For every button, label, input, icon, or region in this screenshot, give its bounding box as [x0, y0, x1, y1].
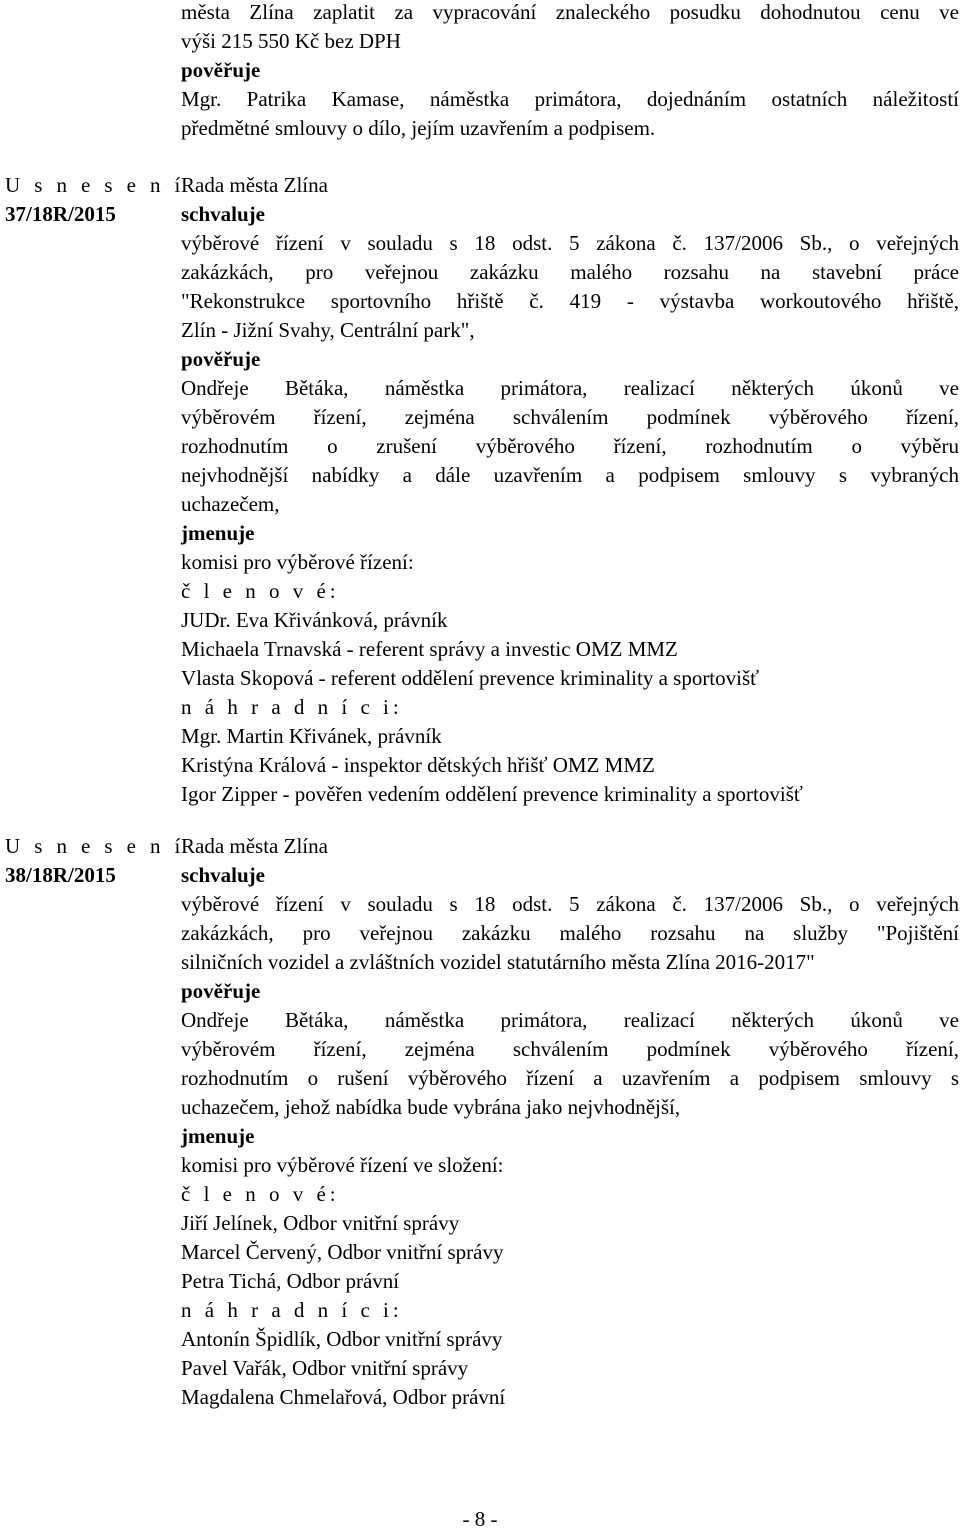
- intro-text-line: předmětné smlouvy o dílo, jejím uzavřením a podpisem.: [181, 116, 656, 140]
- approve-line: Zlín - Jižní Svahy, Centrální park",: [181, 318, 475, 342]
- resolution-content: [181, 171, 959, 809]
- substitute-item: Mgr. Martin Křivánek, právník: [181, 724, 442, 748]
- substitute-item: Kristýna Králová - inspektor dětských hřišť OMZ MMZ: [181, 753, 655, 777]
- delegate-line: Ondřeje Bětáka, náměstka primátora, realizací některých úkonů ve: [181, 376, 959, 400]
- resolution-content: [181, 832, 959, 1412]
- substitutes-heading: n á h r a d n í c i:: [181, 1298, 403, 1322]
- resolution-body: Rada města Zlína: [181, 834, 328, 858]
- delegate-line: výběrovém řízení, zejména schválením podmínek výběrového řízení,: [181, 405, 959, 429]
- verb-approve: schvaluje: [181, 202, 265, 226]
- delegate-line: uchazečem,: [181, 492, 280, 516]
- approve-line: výběrové řízení v souladu s 18 odst. 5 zákona č. 137/2006 Sb., o veřejných: [181, 231, 959, 255]
- intro-content: [181, 0, 959, 143]
- intro-verb: pověřuje: [181, 58, 261, 82]
- member-item: Petra Tichá, Odbor právní: [181, 1269, 400, 1293]
- member-item: JUDr. Eva Křivánková, právník: [181, 608, 448, 632]
- substitutes-heading: n á h r a d n í c i:: [181, 695, 403, 719]
- intro-line: výši 215 550 Kč bez DPH: [181, 29, 401, 53]
- delegate-line: nejvhodnější nabídky a dále uzavřením a podpisem smlouvy s vybraných: [181, 463, 959, 487]
- commission-label: komisi pro výběrové řízení ve složení:: [181, 1153, 504, 1177]
- member-item: Jiří Jelínek, Odbor vnitřní správy: [181, 1211, 460, 1235]
- page-number: - 8 -: [462, 1507, 498, 1531]
- member-item: Michaela Trnavská - referent správy a investic OMZ MMZ: [181, 637, 678, 661]
- delegate-line: uchazečem, jehož nabídka bude vybrána jako nejvhodnější,: [181, 1095, 681, 1119]
- delegate-line: rozhodnutím o rušení výběrového řízení a uzavřením a podpisem smlouvy s: [181, 1066, 959, 1090]
- substitute-item: Igor Zipper - pověřen vedením oddělení prevence kriminality a sportovišť: [181, 782, 803, 806]
- approve-line: zakázkách, pro veřejnou zakázku malého rozsahu na stavební práce: [181, 260, 959, 284]
- approve-line: zakázkách, pro veřejnou zakázku malého rozsahu na služby "Pojištění: [181, 921, 959, 945]
- substitute-item: Magdalena Chmelařová, Odbor právní: [181, 1385, 506, 1409]
- intro-text-line: Mgr. Patrika Kamase, náměstka primátora, dojednáním ostatních náležitostí: [181, 87, 959, 111]
- resolution-label: [5, 832, 185, 890]
- approve-line: silničních vozidel a zvláštních vozidel statutárního města Zlína 2016-2017": [181, 950, 815, 974]
- delegate-line: výběrovém řízení, zejména schválením podmínek výběrového řízení,: [181, 1037, 959, 1061]
- delegate-line: rozhodnutím o zrušení výběrového řízení, rozhodnutím o výběru: [181, 434, 959, 458]
- resolution-heading: U s n e s e n í: [5, 173, 185, 197]
- member-item: Marcel Červený, Odbor vnitřní správy: [181, 1240, 504, 1264]
- intro-line: města Zlína zaplatit za vypracování znaleckého posudku dohodnutou cenu ve: [181, 0, 959, 24]
- resolution-label: [5, 171, 185, 229]
- resolution-heading: U s n e s e n í: [5, 834, 185, 858]
- resolution-number: 38/18R/2015: [5, 863, 116, 887]
- substitute-item: Antonín Špidlík, Odbor vnitřní správy: [181, 1327, 503, 1351]
- members-heading: č l e n o v é:: [181, 579, 340, 603]
- approve-line: "Rekonstrukce sportovního hřiště č. 419 - výstavba workoutového hřiště,: [181, 289, 959, 313]
- verb-delegate: pověřuje: [181, 979, 261, 1003]
- verb-appoint: jmenuje: [181, 1124, 255, 1148]
- verb-delegate: pověřuje: [181, 347, 261, 371]
- member-item: Vlasta Skopová - referent oddělení prevence kriminality a sportovišť: [181, 666, 760, 690]
- verb-appoint: jmenuje: [181, 521, 255, 545]
- verb-approve: schvaluje: [181, 863, 265, 887]
- members-heading: č l e n o v é:: [181, 1182, 340, 1206]
- resolution-body: Rada města Zlína: [181, 173, 328, 197]
- commission-label: komisi pro výběrové řízení:: [181, 550, 414, 574]
- delegate-line: Ondřeje Bětáka, náměstka primátora, realizací některých úkonů ve: [181, 1008, 959, 1032]
- approve-line: výběrové řízení v souladu s 18 odst. 5 zákona č. 137/2006 Sb., o veřejných: [181, 892, 959, 916]
- substitute-item: Pavel Vařák, Odbor vnitřní správy: [181, 1356, 469, 1380]
- resolution-number: 37/18R/2015: [5, 202, 116, 226]
